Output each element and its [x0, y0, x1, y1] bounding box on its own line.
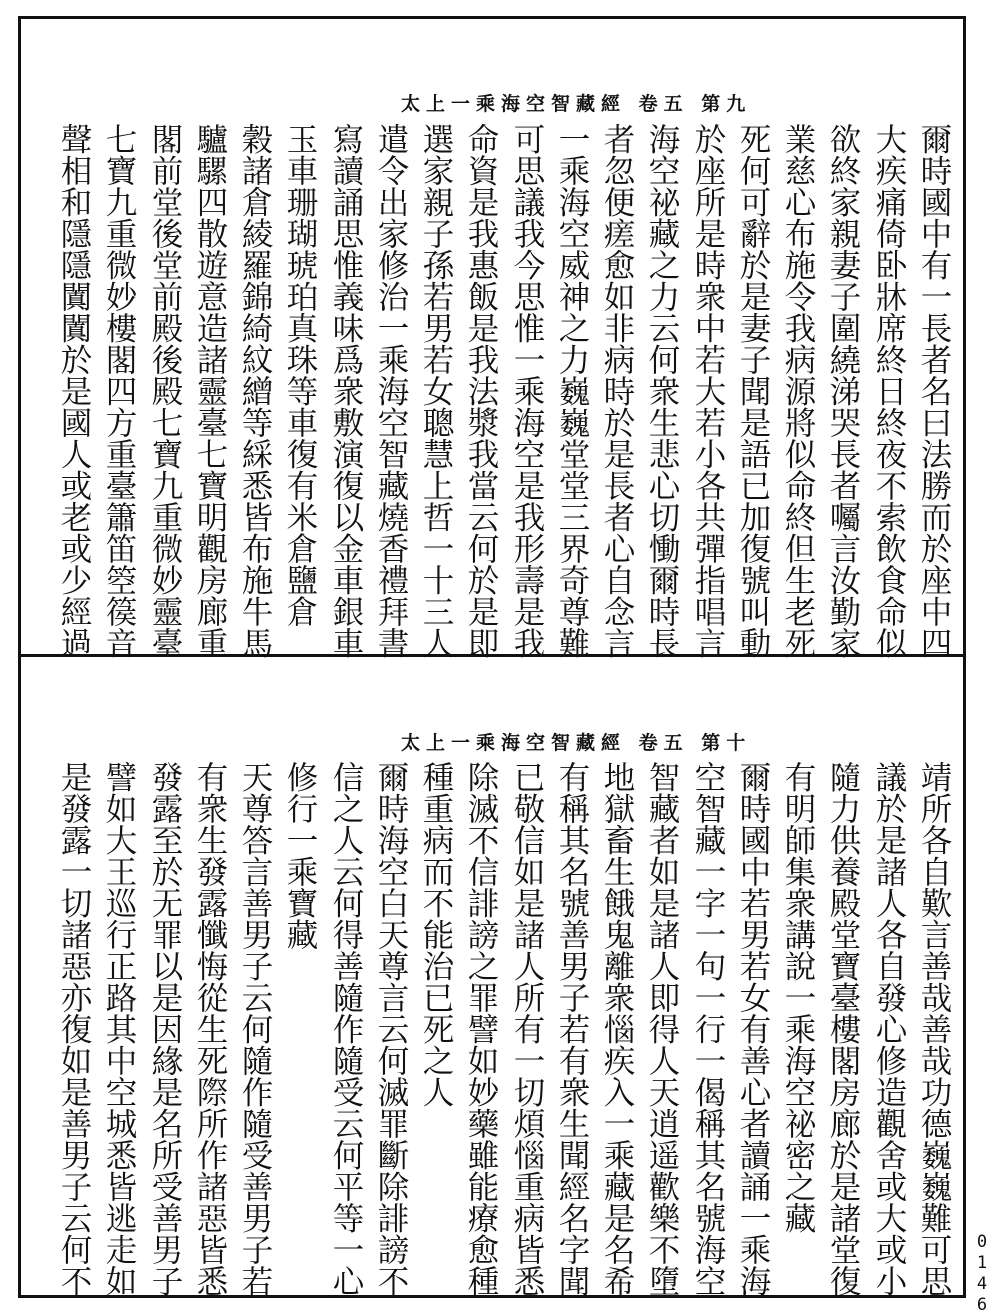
text-column: 種重病而不能治已死之人 [418, 761, 454, 1108]
text-column: 選家親子孫若男若女聰慧上哲一十三人 [418, 123, 454, 659]
text-column: 信之人云何得善隨作隨受云何平等一心 [328, 761, 364, 1297]
text-column: 欲終家親妻子圍繞涕哭長者囑言汝勤家 [825, 123, 861, 659]
top-panel-text [21, 123, 963, 659]
text-column: 已敬信如是諸人所有一切煩惱重病皆悉 [509, 761, 545, 1297]
text-column: 修行一乘寶藏 [282, 761, 318, 950]
bottom-panel-header: 太上一乘海空智藏經 卷五 第十 [401, 732, 752, 752]
page-number: 0146 [972, 1232, 992, 1316]
text-column: 穀諸倉綾羅錦綺紋繒等綵悉皆布施牛馬 [237, 123, 273, 659]
text-column: 驢騾四散遊意造諸靈臺七寶明觀房廊重 [192, 123, 228, 659]
bottom-panel [21, 657, 963, 1295]
top-panel-header: 太上一乘海空智藏經 卷五 第九 [401, 93, 752, 113]
text-column: 爾時國中若男若女有善心者讀誦一乘海 [735, 761, 771, 1297]
text-column: 者忽便瘥愈如非病時於是長者心自念言 [599, 123, 635, 659]
text-column: 閣前堂後堂前殿後殿七寶九重微妙靈臺 [147, 123, 183, 659]
text-column: 智藏者如是諸人即得人天逍遥歡樂不墮 [644, 761, 680, 1297]
text-column: 寫讀誦思惟義味爲衆敷演復以金車銀車 [328, 123, 364, 659]
text-column: 議於是諸人各自發心修造觀舍或大或小 [871, 761, 907, 1297]
text-column: 是發露一切諸惡亦復如是善男子云何不 [56, 761, 92, 1297]
text-column: 海空祕藏之力云何衆生悲心切慟爾時長 [644, 123, 680, 659]
text-column: 爾時海空白天尊言云何滅罪斷除誹謗不 [373, 761, 409, 1297]
text-column: 除滅不信誹謗之罪譬如妙藥雖能療愈種 [463, 761, 499, 1297]
text-column: 死何可辭於是妻子聞是語已加復號叫動 [735, 123, 771, 659]
text-column: 有稱其名號善男子若有衆生聞經名字聞 [554, 761, 590, 1297]
text-column: 有衆生發露懺悔從生死際所作諸惡皆悉 [192, 761, 228, 1297]
text-column: 空智藏一字一句一行一偈稱其名號海空 [690, 761, 726, 1297]
bottom-panel-text [21, 761, 963, 1297]
text-column: 命資是我惠飯是我法漿我當云何於是即 [463, 123, 499, 659]
text-column: 隨力供養殿堂寶臺樓閣房廊於是諸堂復 [825, 761, 861, 1297]
text-column: 可思議我今思惟一乘海空是我形壽是我 [509, 123, 545, 659]
text-column: 七寶九重微妙樓閣四方重臺簫笛箜篌音 [101, 123, 137, 659]
text-column: 業慈心布施令我病源將似命終但生老死 [780, 123, 816, 659]
text-column: 譬如大王巡行正路其中空城悉皆逃走如 [101, 761, 137, 1297]
text-column: 於座所是時衆中若大若小各共彈指唱言 [690, 123, 726, 659]
text-column: 有明師集衆講說一乘海空祕密之藏 [780, 761, 816, 1234]
text-column: 遣令出家修治一乘海空智藏燒香禮拜書 [373, 123, 409, 659]
text-column: 靖所各自歎言善哉善哉功德巍巍難可思 [916, 761, 952, 1297]
text-column: 聲相和隱隱闐闐於是國人或老或少經過 [56, 123, 92, 659]
text-column: 玉車珊瑚琥珀真珠等車復有米倉鹽倉 [282, 123, 318, 627]
text-column: 天尊答言善男子云何隨作隨受善男子若 [237, 761, 273, 1297]
top-panel [21, 19, 963, 659]
text-column: 發露至於无罪以是因緣是名所受善男子 [147, 761, 183, 1297]
text-column: 爾時國中有一長者名曰法勝而於座中四 [916, 123, 952, 659]
text-column: 一乘海空威神之力巍巍堂堂三界奇尊難 [554, 123, 590, 659]
text-column: 地獄畜生餓鬼離衆惱疾入一乘藏是名希 [599, 761, 635, 1297]
text-column: 大疾痛倚卧牀席終日終夜不索飲食命似 [871, 123, 907, 659]
